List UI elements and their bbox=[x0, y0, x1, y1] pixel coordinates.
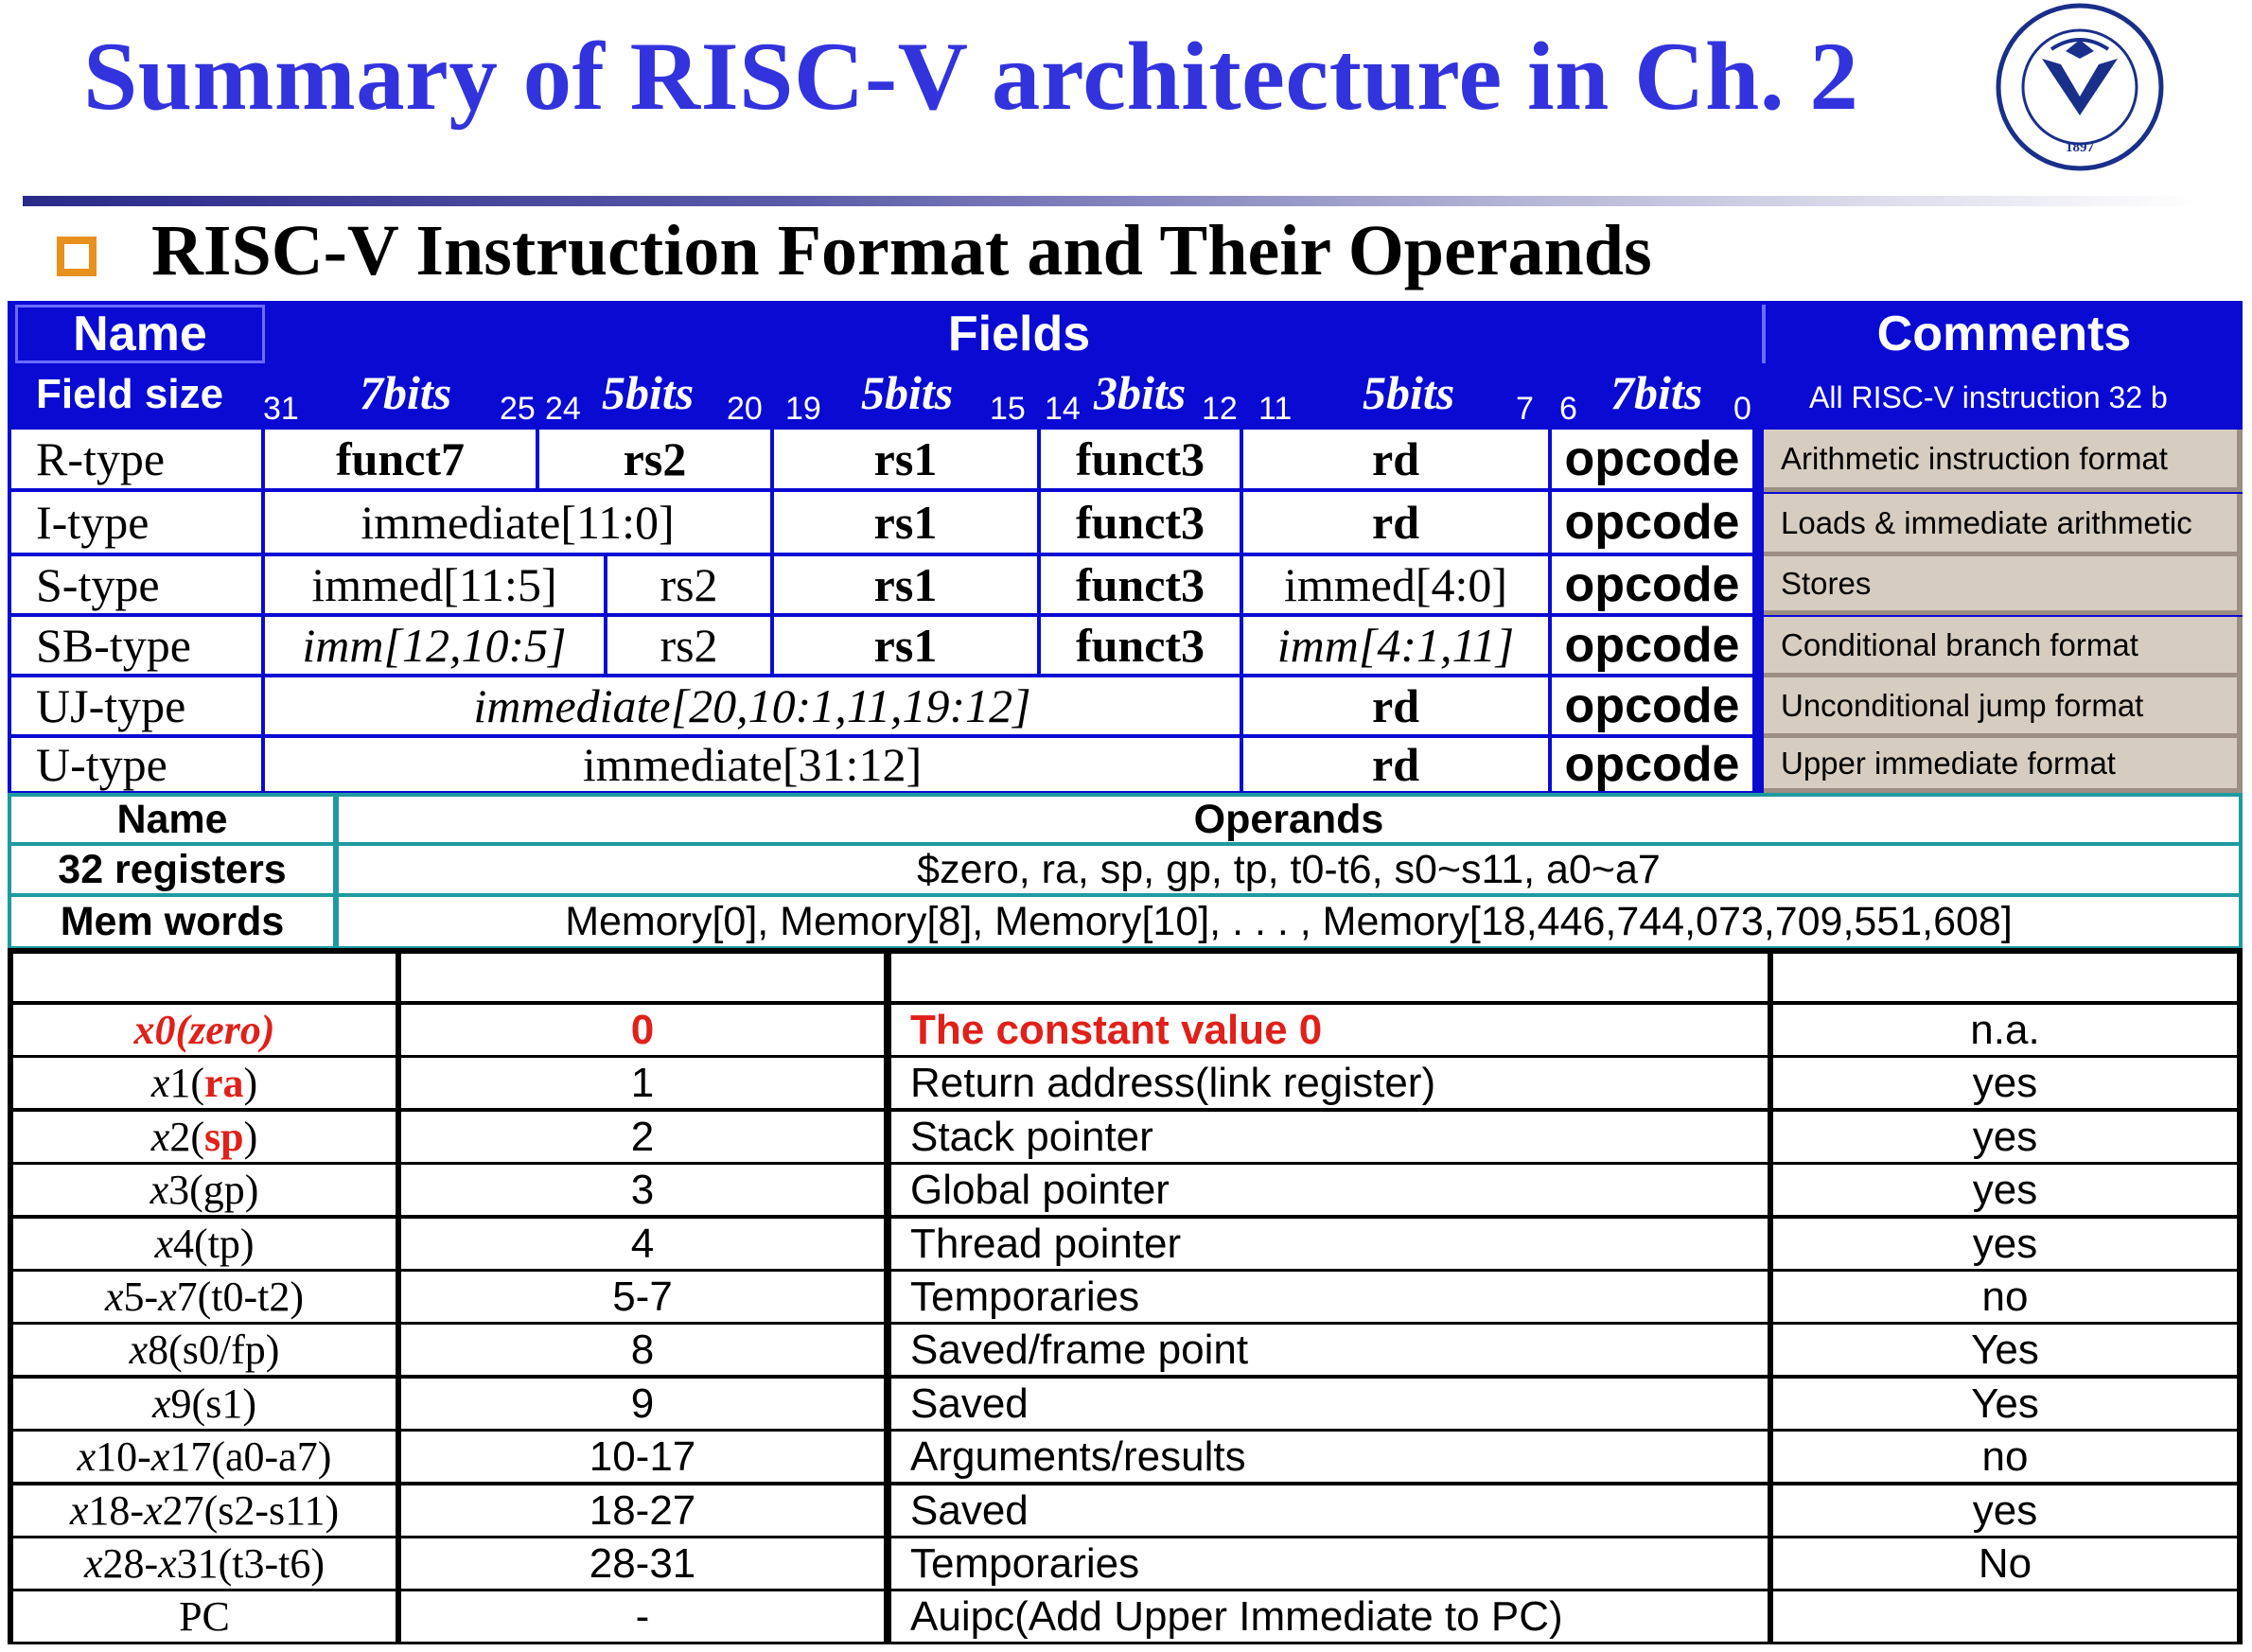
field-rd: rd bbox=[1243, 430, 1548, 488]
register-preserved: n.a. bbox=[1773, 1005, 2237, 1055]
field-funct3: funct3 bbox=[1041, 492, 1240, 553]
field-rd: rd bbox=[1243, 492, 1548, 553]
register-name-part: x bbox=[129, 1327, 149, 1373]
row-comment: Conditional branch format bbox=[1764, 617, 2243, 677]
field-funct3: funct3 bbox=[1041, 617, 1240, 674]
field-opcode: opcode bbox=[1552, 492, 1752, 553]
register-name-part: 5- bbox=[123, 1274, 159, 1320]
register-name bbox=[13, 1219, 396, 1269]
operands-table bbox=[8, 793, 2243, 948]
field-funct7: funct7 bbox=[265, 430, 536, 488]
seal-year: 1897 bbox=[2066, 140, 2094, 155]
row-comment: Loads & immediate arithmetic bbox=[1764, 494, 2243, 556]
field-rs2: rs2 bbox=[539, 430, 770, 488]
header-divider-line bbox=[1762, 305, 1766, 363]
bit-width: 3bits bbox=[1094, 366, 1187, 419]
register-usage: Global pointer bbox=[891, 1165, 1768, 1215]
register-number: - bbox=[401, 1591, 884, 1642]
field-immediate: immediate[20,10:1,11,19:12] bbox=[265, 677, 1240, 734]
register-name-part: x bbox=[83, 1540, 103, 1587]
bit-width: 7bits bbox=[1610, 366, 1703, 419]
bit-number: 24 bbox=[545, 391, 581, 427]
register-name-part: 2( bbox=[169, 1114, 204, 1160]
register-preserved: yes bbox=[1773, 1485, 2237, 1536]
field-opcode: opcode bbox=[1552, 738, 1752, 791]
field-immed-low: immed[4:0] bbox=[1243, 556, 1548, 613]
register-usage: Thread pointer bbox=[891, 1219, 1768, 1269]
register-number: 18-27 bbox=[401, 1485, 884, 1536]
register-name bbox=[13, 1591, 396, 1642]
register-usage: Saved bbox=[891, 1485, 1768, 1536]
register-name-part: x bbox=[104, 1274, 124, 1320]
row-comment: Upper immediate format bbox=[1764, 738, 2243, 793]
register-header-cell bbox=[13, 954, 396, 1001]
field-funct3: funct3 bbox=[1041, 556, 1240, 613]
register-table bbox=[8, 948, 2243, 1644]
register-name bbox=[13, 1432, 396, 1482]
register-preserved: yes bbox=[1773, 1219, 2237, 1269]
header-name: Name bbox=[15, 305, 265, 363]
operands-header-name: Name bbox=[11, 797, 333, 842]
register-preserved: Yes bbox=[1773, 1325, 2237, 1375]
field-opcode: opcode bbox=[1552, 430, 1752, 488]
register-usage: The constant value 0 bbox=[891, 1005, 1768, 1055]
register-name-part: 4(tp) bbox=[173, 1221, 255, 1267]
register-name-part: x bbox=[152, 1380, 171, 1427]
register-name-part: sp bbox=[203, 1114, 244, 1160]
register-number: 10-17 bbox=[401, 1432, 884, 1482]
register-name-part: x bbox=[77, 1433, 97, 1480]
register-preserved: yes bbox=[1773, 1058, 2237, 1108]
field-opcode: opcode bbox=[1552, 556, 1752, 613]
register-name bbox=[13, 1112, 396, 1162]
bit-width: 5bits bbox=[861, 366, 954, 419]
register-name-part: x bbox=[150, 1060, 170, 1106]
register-preserved: yes bbox=[1773, 1165, 2237, 1215]
instruction-format-table bbox=[8, 301, 2243, 793]
field-rs2: rs2 bbox=[607, 556, 770, 613]
operand-row-value: Memory[0], Memory[8], Memory[10], . . . , Memory[18,446,744,073,709,551,608] bbox=[339, 897, 2239, 946]
field-immed-high: immed[11:5] bbox=[265, 556, 604, 613]
field-imm-high: imm[12,10:5] bbox=[265, 617, 604, 674]
register-number: 2 bbox=[401, 1112, 884, 1162]
operands-header-operands: Operands bbox=[339, 797, 2239, 842]
register-number: 9 bbox=[401, 1379, 884, 1429]
field-immediate: immediate[31:12] bbox=[265, 738, 1240, 791]
row-comment: Arithmetic instruction format bbox=[1764, 430, 2243, 492]
operand-row-value: $zero, ra, sp, gp, tp, t0-t6, s0~s11, a0~a7 bbox=[339, 846, 2239, 893]
register-usage: Return address(link register) bbox=[891, 1058, 1768, 1108]
register-name bbox=[13, 1485, 396, 1536]
register-name-part: x bbox=[158, 1540, 177, 1587]
square-bullet-icon bbox=[57, 237, 97, 276]
register-name bbox=[13, 1538, 396, 1589]
section-title: RISC-V Instruction Format and Their Operands bbox=[151, 211, 1652, 290]
register-preserved: No bbox=[1773, 1538, 2237, 1589]
bit-width: 5bits bbox=[1363, 366, 1455, 419]
bit-number: 19 bbox=[785, 391, 821, 427]
register-name-part: x bbox=[150, 1167, 169, 1213]
field-rd: rd bbox=[1243, 738, 1548, 791]
register-name-part: ra bbox=[204, 1060, 244, 1106]
bit-number: 31 bbox=[263, 391, 299, 427]
row-comment: Unconditional jump format bbox=[1764, 677, 2243, 738]
register-name-part: 31(t3-t6) bbox=[176, 1540, 325, 1587]
register-name-part: 27(s2-s11) bbox=[162, 1487, 340, 1534]
register-name-part: 10- bbox=[96, 1433, 151, 1480]
field-rs1: rs1 bbox=[774, 556, 1037, 613]
field-immediate: immediate[11:0] bbox=[265, 492, 770, 553]
field-imm-low: imm[4:1,11] bbox=[1243, 617, 1548, 674]
register-preserved: yes bbox=[1773, 1112, 2237, 1162]
register-name-part: x bbox=[154, 1221, 173, 1267]
register-name-part: x0(zero) bbox=[133, 1007, 275, 1053]
field-rs1: rs1 bbox=[774, 430, 1037, 488]
field-funct3: funct3 bbox=[1041, 430, 1240, 488]
register-name-part: 8(s0/fp) bbox=[148, 1327, 280, 1373]
row-name-uj-type: UJ-type bbox=[11, 677, 261, 734]
register-preserved: no bbox=[1773, 1272, 2237, 1322]
bit-number: 11 bbox=[1258, 391, 1293, 427]
register-usage: Auipc(Add Upper Immediate to PC) bbox=[891, 1591, 1768, 1642]
register-usage: Stack pointer bbox=[891, 1112, 1768, 1162]
register-name-part: 3(gp) bbox=[168, 1167, 259, 1213]
bit-number: 15 bbox=[990, 391, 1026, 427]
register-name bbox=[13, 1325, 396, 1375]
register-name-part: ) bbox=[243, 1114, 258, 1160]
register-header-cell bbox=[891, 954, 1768, 1001]
bit-number: 20 bbox=[727, 391, 763, 427]
bit-number: 14 bbox=[1045, 391, 1081, 427]
register-number: 8 bbox=[401, 1325, 884, 1375]
operand-row-name: 32 registers bbox=[11, 846, 333, 893]
field-rs1: rs1 bbox=[774, 617, 1037, 674]
register-usage: Temporaries bbox=[891, 1272, 1768, 1322]
header-divider bbox=[23, 196, 2199, 206]
register-name-part: 1( bbox=[169, 1060, 204, 1106]
register-preserved: Yes bbox=[1773, 1379, 2237, 1429]
register-name-part: 9(s1) bbox=[170, 1380, 256, 1427]
field-rs2: rs2 bbox=[607, 617, 770, 674]
register-number: 5-7 bbox=[401, 1272, 884, 1322]
row-name-r-type: R-type bbox=[11, 430, 261, 488]
field-opcode: opcode bbox=[1552, 677, 1752, 734]
row-name-u-type: U-type bbox=[11, 738, 261, 791]
row-name-i-type: I-type bbox=[11, 492, 261, 553]
bit-width: 7bits bbox=[360, 366, 452, 419]
page-title: Summary of RISC-V architecture in Ch. 2 bbox=[83, 23, 1859, 131]
register-name-part: 18- bbox=[88, 1487, 145, 1534]
header-fields: Fields bbox=[947, 307, 1091, 361]
row-name-s-type: S-type bbox=[11, 556, 261, 613]
register-number: 28-31 bbox=[401, 1538, 884, 1589]
register-name-part: 7(t0-t2) bbox=[176, 1274, 305, 1320]
register-preserved: no bbox=[1773, 1432, 2237, 1482]
bit-number: 0 bbox=[1733, 391, 1751, 427]
register-name-part: x bbox=[150, 1114, 170, 1160]
header-comments: Comments bbox=[1876, 307, 2132, 361]
register-header-cell bbox=[1773, 954, 2237, 1001]
bit-number: 25 bbox=[500, 391, 536, 427]
register-usage: Saved/frame point bbox=[891, 1325, 1768, 1375]
row-name-sb-type: SB-type bbox=[11, 617, 261, 674]
university-seal-icon bbox=[1985, 2, 2174, 172]
register-name-part: x bbox=[158, 1274, 177, 1320]
register-name-part: 17(a0-a7) bbox=[169, 1433, 332, 1480]
register-name bbox=[13, 1058, 396, 1108]
bit-number: 6 bbox=[1559, 391, 1577, 427]
field-rs1: rs1 bbox=[774, 492, 1037, 553]
operand-row-name: Mem words bbox=[11, 897, 333, 946]
register-name bbox=[13, 1005, 396, 1055]
register-name-part: x bbox=[144, 1487, 163, 1534]
bit-number: 7 bbox=[1516, 391, 1534, 427]
register-name-part: x bbox=[69, 1487, 89, 1534]
register-number: 3 bbox=[401, 1165, 884, 1215]
field-rd: rd bbox=[1243, 677, 1548, 734]
field-opcode: opcode bbox=[1552, 617, 1752, 674]
register-name bbox=[13, 1379, 396, 1429]
register-number: 0 bbox=[401, 1005, 884, 1055]
register-header-cell bbox=[401, 954, 884, 1001]
register-name bbox=[13, 1272, 396, 1322]
register-name bbox=[13, 1165, 396, 1215]
field-size-comment: All RISC-V instruction 32 b bbox=[1809, 380, 2168, 414]
register-number: 1 bbox=[401, 1058, 884, 1108]
field-size-label: Field size bbox=[36, 371, 224, 417]
register-name-part: PC bbox=[179, 1593, 230, 1640]
row-comment: Stores bbox=[1764, 556, 2243, 615]
bit-number: 12 bbox=[1202, 391, 1238, 427]
register-usage: Temporaries bbox=[891, 1538, 1768, 1589]
register-number: 4 bbox=[401, 1219, 884, 1269]
register-usage: Arguments/results bbox=[891, 1432, 1768, 1482]
register-preserved bbox=[1773, 1591, 2237, 1642]
bit-width: 5bits bbox=[602, 366, 695, 419]
register-name-part: 28- bbox=[102, 1540, 159, 1587]
register-usage: Saved bbox=[891, 1379, 1768, 1429]
register-name-part: x bbox=[150, 1433, 170, 1480]
register-name-part: ) bbox=[243, 1060, 258, 1106]
